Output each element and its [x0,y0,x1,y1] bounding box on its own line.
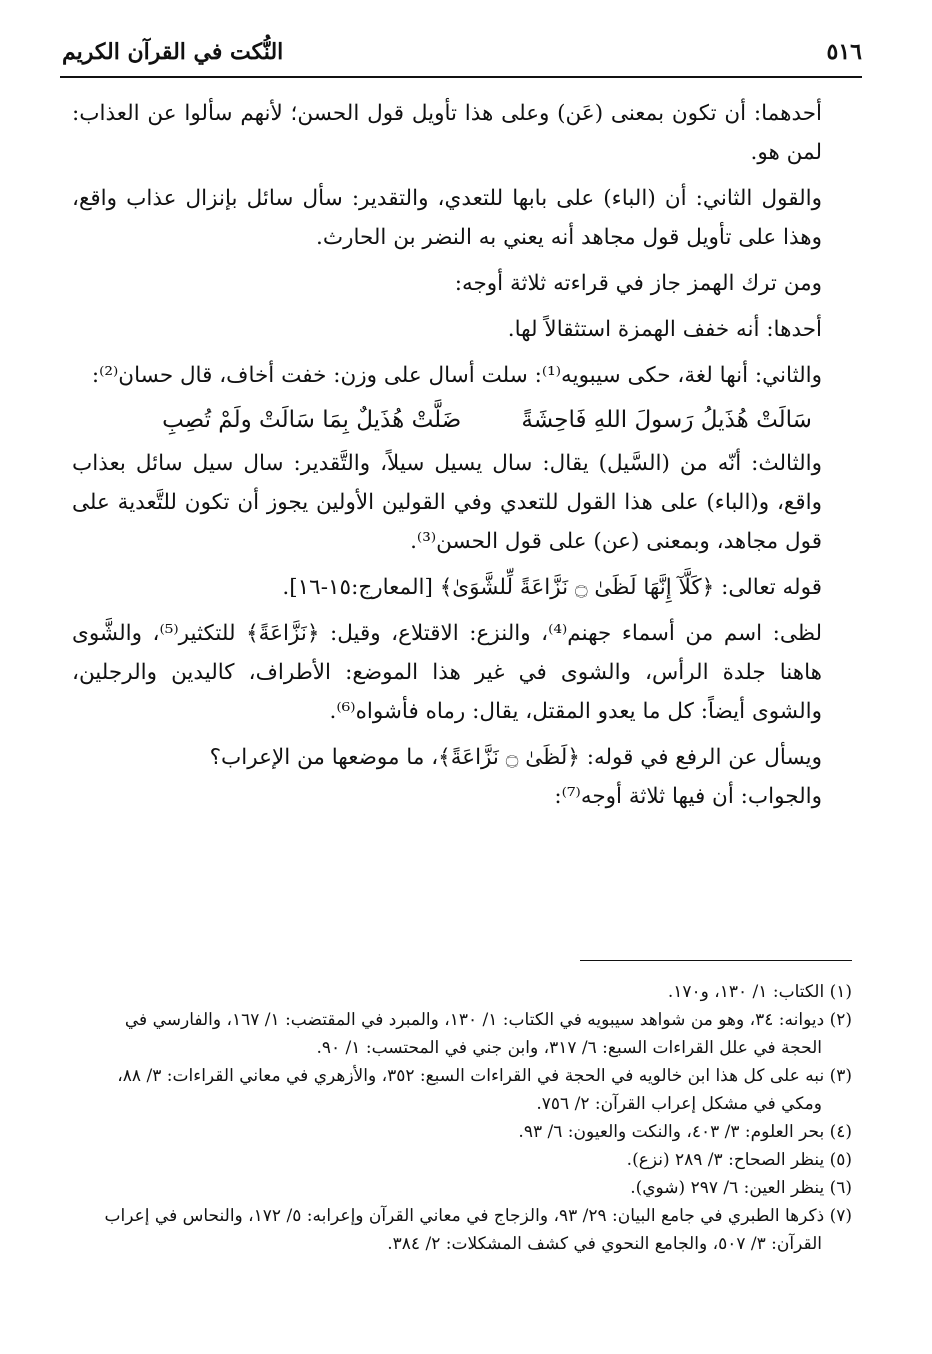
footnote-continuation: ومكي في مشكل إعراب القرآن: ٢/ ٧٥٦. [536,1094,822,1114]
book-title: النُّكت في القرآن الكريم [62,39,284,65]
paragraph: أحدها: أنه خفف الهمزة استثقالاً لها. [507,317,822,342]
footnote: (٥) ينظر الصحاح: ٣/ ٢٨٩ (نزع). [626,1150,852,1170]
verse-first-hemistich: سَالَتْ هُذَيلُ رَسولَ اللهِ فَاحِشَةً [521,407,812,433]
footnote: (٣) نبه على كل هذا ابن خالويه في الحجة في القراءات السبع: ٣٥٢، والأزهري في معاني القراءات: ٣/ ٨٨، [117,1066,852,1086]
paragraph: أحدهما: أن تكون بمعنى (عَن) وعلى هذا تأويل قول الحسن؛ لأنهم سألوا عن العذاب: لمن هو. [72,101,822,165]
main-text [72,94,852,816]
paragraph: والثالث: أنّه من (السَّيل) يقال: سال يسيل سيلاً، والتَّقدير: سال سيل سائل بعذاب واقع، و(الباء) على هذا القول للتعدي وفي القولين الأولين يجوز أن تكون للتَّعدية على قول مجاهد، وبمعنى (عن) على قول الحسن⁽³⁾. [72,451,822,554]
footnote-rule [580,960,852,961]
footnote: (٦) ينظر العين: ٦/ ٢٩٧ (شوي). [630,1178,852,1198]
verse-second-hemistich: ضَلَّتْ هُذَيلٌ بِمَا سَالَتْ ولَمْ تُصِبِ [162,407,462,433]
paragraph: والجواب: أن فيها ثلاثة أوجه⁽⁷⁾: [554,784,822,809]
footnote: (٤) بحر العلوم: ٣/ ٤٠٣، والنكت والعيون: ٦/ ٩٣. [518,1122,852,1142]
footnote-continuation: القرآن: ٣/ ٥٠٧، والجامع النحوي في كشف المشكلات: ٢/ ٣٨٤. [387,1234,822,1254]
paragraph: والثاني: أنها لغة، حكى سيبويه⁽¹⁾: سلت أسال على وزن: خفت أخاف، قال حسان⁽²⁾: [91,363,822,388]
footnote: (٢) ديوانه: ٣٤، وهو من شواهد سيبويه في الكتاب: ١/ ١٣٠، والمبرد في المقتضب: ١/ ١٦٧، والفارسي في [124,1010,852,1030]
running-header [62,32,862,72]
paragraph: لظى: اسم من أسماء جهنم⁽⁴⁾، والنزع: الاقتلاع، وقيل: ﴿نَزَّاعَةً﴾ للتكثير⁽⁵⁾، والشَّوى هاهنا جلدة الرأس، والشوى في غير هذا الموضع: الأطراف، كاليدين والرجلين، والشوى أيضاً: كل ما يعدو المقتل، يقال: رماه فأشواه⁽⁶⁾. [72,621,823,724]
footnote: (٧) ذكرها الطبري في جامع البيان: ٢٩/ ٩٣، والزجاج في معاني القرآن وإعرابه: ٥/ ١٧٢، والنحاس في إعراب [104,1206,852,1226]
paragraph: والقول الثاني: أن (الباء) على بابها للتعدي، والتقدير: سأل سائل بإنزال عذاب واقع، وهذا على تأويل قول مجاهد أنه يعني به النضر بن الحارث. [72,186,822,250]
footnote: (١) الكتاب: ١/ ١٣٠، و١٧٠. [667,982,852,1002]
paragraph: ويسأل عن الرفع في قوله: ﴿لَظَىٰ ۝ نَزَّاعَةً﴾، ما موضعها من الإعراب؟ [209,745,822,770]
footnote-continuation: الحجة في علل القراءات السبع: ٦/ ٣١٧، وابن جني في المحتسب: ١/ ٩٠. [316,1038,822,1058]
paragraph: ومن ترك الهمز جاز في قراءته ثلاثة أوجه: [454,271,822,296]
footnotes [70,978,852,1258]
poetry-verse [132,401,842,440]
paragraph: قوله تعالى: ﴿كَلَّآ إِنَّهَا لَظَىٰ ۝ نَزَّاعَةً لِّلشَّوَىٰ﴾ [المعارج:١٥-١٦]. [282,575,822,600]
page-number: ٥١٦ [826,39,862,65]
header-rule [60,76,862,78]
